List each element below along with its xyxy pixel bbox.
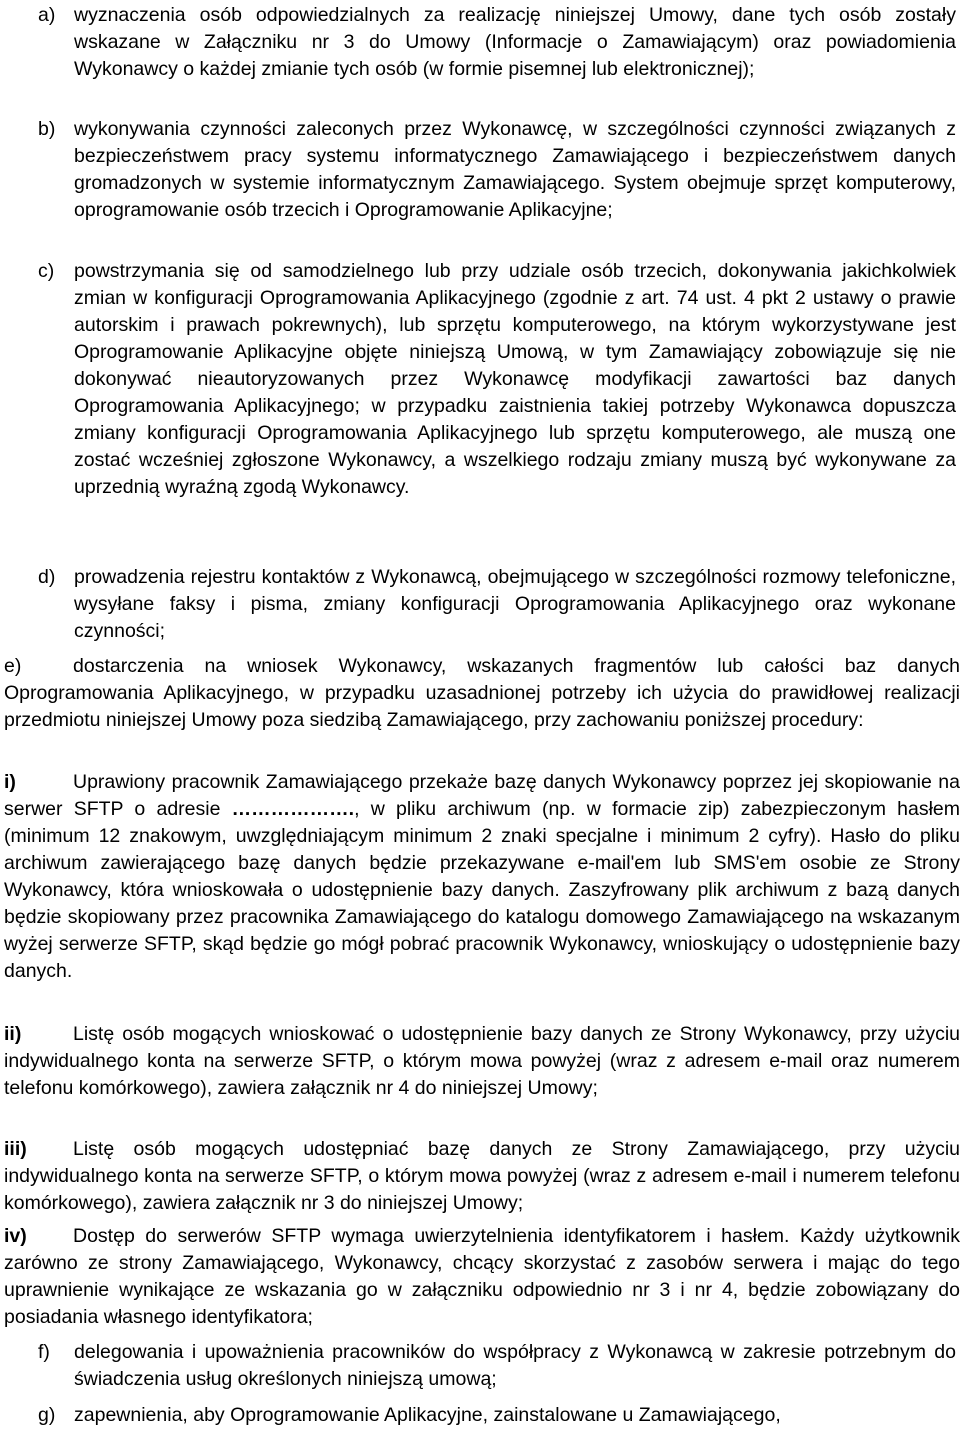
item-text-after: , w pliku archiwum (np. w formacie zip) zabezpieczonym hasłem (minimum 12 znakowym, uwzględniającym minimum 2 znaki specjalne i minimum 2 cyfry). Hasło do pliku archiwum zawierającego bazę danych będzie przekazywane e-mail'em lub SMS'em osobie ze Strony Wykonawcy, która wnioskowała o udostępnienie bazy danych. Zaszyfrowany plik archiwum z bazą danych będzie skopiowany przez pracownika Zamawiającego do katalogu domowego Zamawiającego na wskazanym wyżej serwerze SFTP, skąd będzie go mógł pobrać pracownik Wykonawcy, wnioskujący o udostępnienie bazy danych. [4,798,960,982]
item-text: powstrzymania się od samodzielnego lub przy udziale osób trzecich, dokonywania jakichkolwiek zmian w konfiguracji Oprogramowania Aplikacyjnego (zgodnie z art. 74 ust. 4 pkt 2 ustawy o prawie autorskim i prawach pokrewnych), lub sprzętu komputerowego, na którym wykorzystywane jest Oprogramowanie Aplikacyjne objęte niniejszą Umową, w tym Zamawiający zobowiązuje się nie dokonywać nieautoryzowanych przez Wykonawcę modyfikacji zawartości baz danych Oprogramowania Aplikacyjnego; w przypadku zaistnienia takiej potrzeby Wykonawca dopuszcza zmiany konfiguracji Oprogramowania Aplikacyjnego lub sprzętu komputerowego, ale muszą one zostać wcześniej zgłoszone Wykonawcy, a wszelkiego rodzaju zmiany muszą być wykonywane za uprzednią wyraźną zgodą Wykonawcy. [74,260,956,498]
list-item-g [0,1402,956,1429]
item-text: delegowania i upoważnienia pracowników do współpracy z Wykonawcą w zakresie potrzebnym do świadczenia usług określonych niniejszą umową; [74,1341,956,1390]
list-item-a [0,2,956,83]
list-item-d [0,564,956,645]
list-item-i [0,769,960,985]
list-item-c [0,258,956,501]
item-label: iv) [4,1225,27,1247]
item-text-before: Uprawiony pracownik Zamawiającego przekaże bazę danych Wykonawcy poprzez jej skopiowanie na serwer SFTP o adresie [4,771,960,820]
list-item-ii [0,1021,960,1102]
item-text: Dostęp do serwerów SFTP wymaga uwierzytelnienia identyfikatorem i hasłem. Każdy użytkownik zarówno ze strony Zamawiającego, Wykonawcy, chcący skorzystać z zasobów serwera i mając do tego uprawnienie wynikające ze wskazania go w załączniku odpowiednio nr 3 i nr 4, będzie zobowiązany do posiadania własnego identyfikatora; [4,1225,960,1328]
item-text: Listę osób mogących wnioskować o udostępnienie bazy danych ze Strony Wykonawcy, przy użyciu indywidualnego konta na serwerze SFTP, o którym mowa powyżej (wraz z adresem e-mail oraz numerem telefonu komórkowego), zawiera załącznik nr 4 do niniejszej Umowy; [4,1023,960,1099]
item-label: g) [38,1404,56,1426]
list-item-e [0,653,960,734]
item-label: e) [4,655,22,677]
item-label: f) [38,1341,50,1363]
list-item-iv [0,1223,960,1331]
address-placeholder: ………………. [231,798,355,820]
item-label: i) [4,771,16,793]
item-label: ii) [4,1023,22,1045]
item-text: wykonywania czynności zaleconych przez Wykonawcę, w szczególności czynności związanych z bezpieczeństwem pracy systemu informatycznego Zamawiającego i bezpieczeństwem danych gromadzonych w systemie informatycznym Zamawiającego. System obejmuje sprzęt komputerowy, oprogramowanie osób trzecich i Oprogramowanie Aplikacyjne; [74,118,956,221]
list-item-f [0,1339,956,1393]
item-label: c) [38,260,55,282]
list-item-b [0,116,956,224]
list-item-iii [0,1136,960,1217]
item-text: prowadzenia rejestru kontaktów z Wykonawcą, obejmującego w szczególności rozmowy telefoniczne, wysyłane faksy i pisma, zmiany konfiguracji Oprogramowania Aplikacyjnego oraz wykonane czynności; [74,566,956,642]
item-label: d) [38,566,56,588]
item-label: b) [38,118,56,140]
item-label: a) [38,4,56,26]
item-text: Listę osób mogących udostępniać bazę danych ze Strony Zamawiającego, przy użyciu indywidualnego konta na serwerze SFTP, o którym mowa powyżej (wraz z adresem e-mail i numerem telefonu komórkowego), zawiera załącznik nr 3 do niniejszej Umowy; [4,1138,960,1214]
item-text: wyznaczenia osób odpowiedzialnych za realizację niniejszej Umowy, dane tych osób zostały wskazane w Załączniku nr 3 do Umowy (Informacje o Zamawiającym) oraz powiadomienia Wykonawcy o każdej zmianie tych osób (w formie pisemnej lub elektronicznej); [74,4,956,80]
item-text: dostarczenia na wniosek Wykonawcy, wskazanych fragmentów lub całości baz danych Oprogramowania Aplikacyjnego, w przypadku uzasadnionej potrzeby ich użycia do prawidłowej realizacji przedmiotu niniejszej Umowy poza siedzibą Zamawiającego, przy zachowaniu poniższej procedury: [4,655,960,731]
item-text: zapewnienia, aby Oprogramowanie Aplikacyjne, zainstalowane u Zamawiającego, [74,1404,781,1426]
item-label: iii) [4,1138,27,1160]
